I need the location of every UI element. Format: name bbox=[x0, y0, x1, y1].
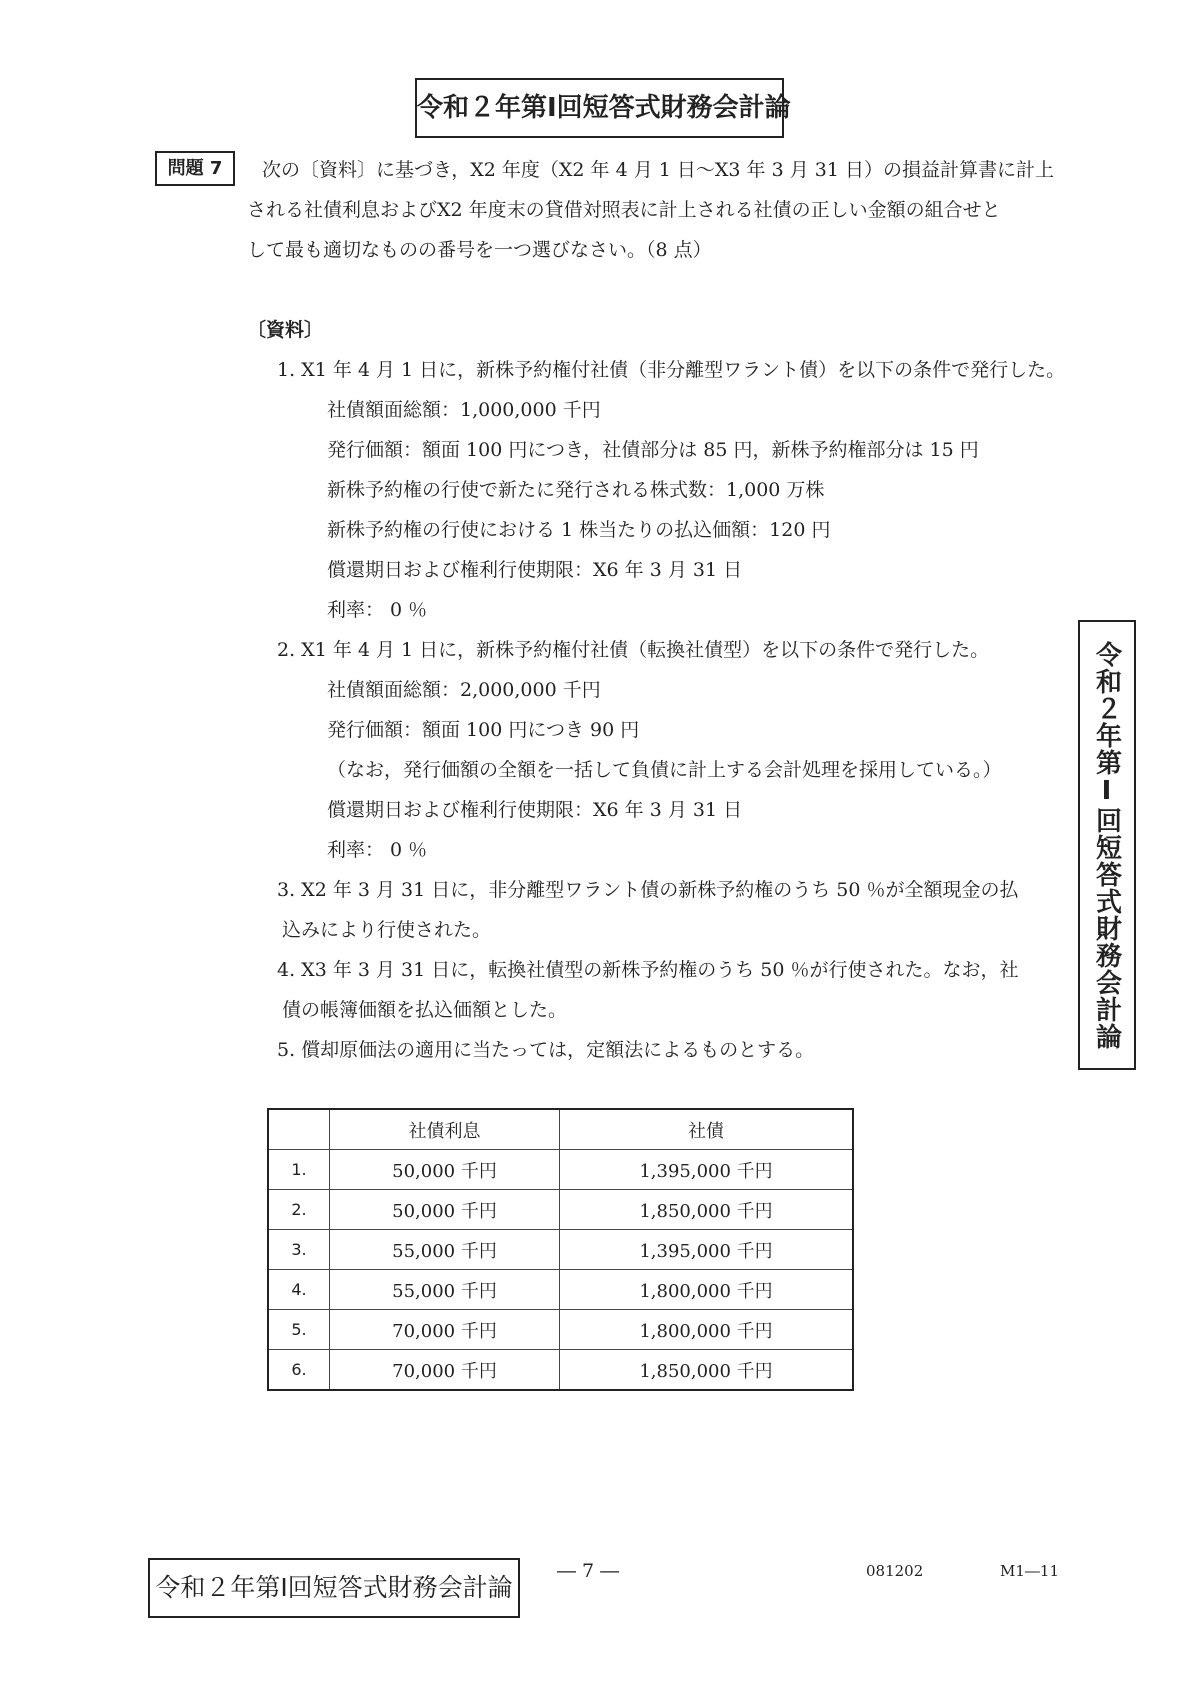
option-number: 3. bbox=[268, 1230, 330, 1270]
material-line: 債の帳簿価額を払込価額とした。 bbox=[282, 999, 568, 1021]
table-row bbox=[268, 1310, 853, 1350]
material-line: 償還期日および権利行使期限：X6 年 3 月 31 日 bbox=[327, 799, 743, 821]
material-line: 込みにより行使された。 bbox=[282, 919, 492, 941]
material-line: 新株予約権の行使における 1 株当たりの払込価額：120 円 bbox=[327, 519, 831, 541]
material-line: 利率： 0 ％ bbox=[327, 599, 428, 621]
bonds-cell: 1,850,000 千円 bbox=[560, 1190, 853, 1230]
interest-cell: 70,000 千円 bbox=[330, 1310, 560, 1350]
table-header-interest: 社債利息 bbox=[330, 1109, 560, 1150]
page-number: ― 7 ― bbox=[557, 1560, 620, 1582]
table-header-blank bbox=[268, 1109, 330, 1150]
option-number: 5. bbox=[268, 1310, 330, 1350]
page-title: 令和２年第Ⅰ回短答式財務会計論 bbox=[415, 78, 784, 138]
option-number: 6. bbox=[268, 1350, 330, 1391]
bonds-cell: 1,800,000 千円 bbox=[560, 1270, 853, 1310]
table-header-bonds: 社債 bbox=[560, 1109, 853, 1150]
side-title: 令和２年第Ⅰ回短答式財務会計論 bbox=[1091, 640, 1122, 1050]
option-number: 4. bbox=[268, 1270, 330, 1310]
interest-cell: 50,000 千円 bbox=[330, 1150, 560, 1190]
bonds-cell: 1,395,000 千円 bbox=[560, 1150, 853, 1190]
material-line: 4. X3 年 3 月 31 日に，転換社債型の新株予約権のうち 50 ％が行使された。なお，社 bbox=[277, 959, 1019, 981]
side-title-box bbox=[1078, 620, 1136, 1070]
question-label: 問題 7 bbox=[155, 151, 235, 186]
material-line: 発行価額：額面 100 円につき，社債部分は 85 円，新株予約権部分は 15 円 bbox=[327, 439, 979, 461]
bonds-cell: 1,800,000 千円 bbox=[560, 1310, 853, 1350]
bonds-cell: 1,850,000 千円 bbox=[560, 1350, 853, 1391]
interest-cell: 55,000 千円 bbox=[330, 1230, 560, 1270]
question-line-3: して最も適切なものの番号を一つ選びなさい。（8 点） bbox=[247, 239, 712, 261]
table-row bbox=[268, 1150, 853, 1190]
material-line: 2. X1 年 4 月 1 日に，新株予約権付社債（転換社債型）を以下の条件で発行した。 bbox=[277, 639, 990, 661]
interest-cell: 50,000 千円 bbox=[330, 1190, 560, 1230]
material-line: 償還期日および権利行使期限：X6 年 3 月 31 日 bbox=[327, 559, 743, 581]
interest-cell: 55,000 千円 bbox=[330, 1270, 560, 1310]
material-line: 利率： 0 ％ bbox=[327, 839, 428, 861]
material-heading: 〔資料〕 bbox=[247, 319, 324, 341]
bonds-cell: 1,395,000 千円 bbox=[560, 1230, 853, 1270]
material-line: 発行価額：額面 100 円につき 90 円 bbox=[327, 719, 640, 741]
interest-cell: 70,000 千円 bbox=[330, 1350, 560, 1391]
footer-title: 令和２年第Ⅰ回短答式財務会計論 bbox=[148, 1558, 520, 1618]
table-row bbox=[268, 1270, 853, 1310]
material-line: （なお，発行価額の全額を一括して負債に計上する会計処理を採用している。） bbox=[327, 759, 1002, 781]
material-line: 社債額面総額：1,000,000 千円 bbox=[327, 399, 601, 421]
material-line: 新株予約権の行使で新たに発行される株式数：1,000 万株 bbox=[327, 479, 825, 501]
sheet-code: M1―11 bbox=[1000, 1562, 1059, 1580]
material-line: 5. 償却原価法の適用に当たっては，定額法によるものとする。 bbox=[277, 1039, 815, 1061]
exam-code: 081202 bbox=[866, 1562, 924, 1580]
table-row bbox=[268, 1190, 853, 1230]
question-line-2: される社債利息およびX2 年度末の貸借対照表に計上される社債の正しい金額の組合せと bbox=[247, 199, 1001, 221]
answer-table bbox=[267, 1108, 854, 1391]
material-line: 1. X1 年 4 月 1 日に，新株予約権付社債（非分離型ワラント債）を以下の条件で発行した。 bbox=[277, 359, 1066, 381]
table-header-row bbox=[268, 1109, 853, 1150]
question-line-1: 次の〔資料〕に基づき，X2 年度（X2 年 4 月 1 日～X3 年 3 月 31 日）の損益計算書に計上 bbox=[262, 159, 1054, 181]
material-line: 社債額面総額：2,000,000 千円 bbox=[327, 679, 601, 701]
option-number: 2. bbox=[268, 1190, 330, 1230]
table-row bbox=[268, 1350, 853, 1391]
table-row bbox=[268, 1230, 853, 1270]
material-line: 3. X2 年 3 月 31 日に，非分離型ワラント債の新株予約権のうち 50 ％が全額現金の払 bbox=[277, 879, 1019, 901]
option-number: 1. bbox=[268, 1150, 330, 1190]
